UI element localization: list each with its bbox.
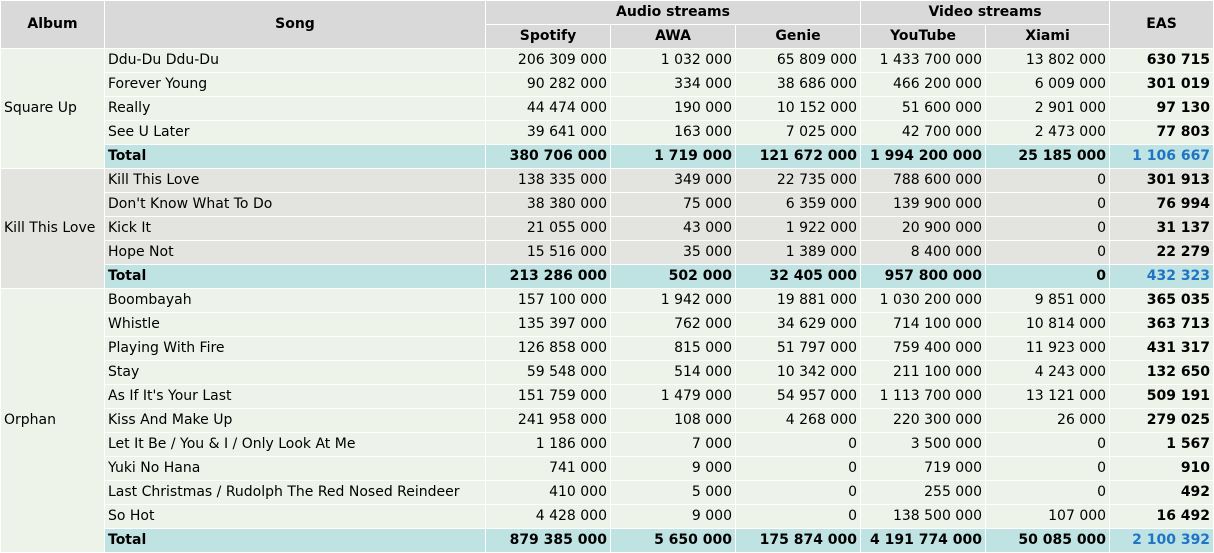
youtube-value: 466 200 000 (861, 73, 986, 97)
table-body (1, 49, 1214, 553)
spotify-value: 410 000 (486, 481, 611, 505)
eas-value: 279 025 (1110, 409, 1214, 433)
spotify-value: 126 858 000 (486, 337, 611, 361)
xiami-value: 107 000 (986, 505, 1110, 529)
spotify-value: 4 428 000 (486, 505, 611, 529)
total-genie-value: 175 874 000 (736, 529, 861, 553)
awa-value: 35 000 (611, 241, 736, 265)
spotify-value: 90 282 000 (486, 73, 611, 97)
table-row (1, 313, 1214, 337)
awa-value: 1 479 000 (611, 385, 736, 409)
table-row (1, 169, 1214, 193)
table-row (1, 481, 1214, 505)
song-title: Last Christmas / Rudolph The Red Nosed Reindeer (105, 481, 486, 505)
xiami-value: 6 009 000 (986, 73, 1110, 97)
xiami-value: 10 814 000 (986, 313, 1110, 337)
awa-value: 334 000 (611, 73, 736, 97)
table-row (1, 217, 1214, 241)
spotify-value: 241 958 000 (486, 409, 611, 433)
spotify-value: 135 397 000 (486, 313, 611, 337)
xiami-value: 9 851 000 (986, 289, 1110, 313)
youtube-value: 138 500 000 (861, 505, 986, 529)
total-spotify-value: 879 385 000 (486, 529, 611, 553)
spotify-value: 15 516 000 (486, 241, 611, 265)
total-eas-value: 1 106 667 (1110, 145, 1214, 169)
table-row (1, 241, 1214, 265)
xiami-value: 2 901 000 (986, 97, 1110, 121)
total-xiami-value: 0 (986, 265, 1110, 289)
awa-value: 108 000 (611, 409, 736, 433)
table-row (1, 73, 1214, 97)
eas-value: 1 567 (1110, 433, 1214, 457)
awa-value: 1 032 000 (611, 49, 736, 73)
spotify-value: 741 000 (486, 457, 611, 481)
spotify-value: 44 474 000 (486, 97, 611, 121)
xiami-value: 13 802 000 (986, 49, 1110, 73)
youtube-value: 139 900 000 (861, 193, 986, 217)
table-row (1, 385, 1214, 409)
awa-value: 815 000 (611, 337, 736, 361)
genie-value: 1 922 000 (736, 217, 861, 241)
header-song: Song (105, 1, 486, 49)
xiami-value: 26 000 (986, 409, 1110, 433)
genie-value: 54 957 000 (736, 385, 861, 409)
song-title: As If It's Your Last (105, 385, 486, 409)
header-video-streams: Video streams (861, 1, 1110, 25)
genie-value: 65 809 000 (736, 49, 861, 73)
eas-value: 301 913 (1110, 169, 1214, 193)
awa-value: 514 000 (611, 361, 736, 385)
total-xiami-value: 25 185 000 (986, 145, 1110, 169)
song-title: Yuki No Hana (105, 457, 486, 481)
table-row (1, 457, 1214, 481)
total-label: Total (105, 145, 486, 169)
table-row (1, 193, 1214, 217)
eas-value: 77 803 (1110, 121, 1214, 145)
awa-value: 75 000 (611, 193, 736, 217)
youtube-value: 1 433 700 000 (861, 49, 986, 73)
total-awa-value: 1 719 000 (611, 145, 736, 169)
total-youtube-value: 4 191 774 000 (861, 529, 986, 553)
xiami-value: 13 121 000 (986, 385, 1110, 409)
table-row (1, 289, 1214, 313)
genie-value: 34 629 000 (736, 313, 861, 337)
header-audio-streams: Audio streams (486, 1, 861, 25)
eas-value: 431 317 (1110, 337, 1214, 361)
xiami-value: 4 243 000 (986, 361, 1110, 385)
genie-value: 6 359 000 (736, 193, 861, 217)
genie-value: 19 881 000 (736, 289, 861, 313)
eas-value: 76 994 (1110, 193, 1214, 217)
youtube-value: 1 113 700 000 (861, 385, 986, 409)
awa-value: 349 000 (611, 169, 736, 193)
album-name: Square Up (1, 49, 105, 169)
total-genie-value: 32 405 000 (736, 265, 861, 289)
genie-value: 7 025 000 (736, 121, 861, 145)
xiami-value: 0 (986, 481, 1110, 505)
song-title: Hope Not (105, 241, 486, 265)
xiami-value: 0 (986, 241, 1110, 265)
eas-value: 31 137 (1110, 217, 1214, 241)
table-row (1, 433, 1214, 457)
genie-value: 0 (736, 481, 861, 505)
total-youtube-value: 1 994 200 000 (861, 145, 986, 169)
spotify-value: 206 309 000 (486, 49, 611, 73)
song-title: Forever Young (105, 73, 486, 97)
genie-value: 4 268 000 (736, 409, 861, 433)
total-label: Total (105, 529, 486, 553)
awa-value: 9 000 (611, 505, 736, 529)
album-name: Orphan (1, 289, 105, 553)
genie-value: 22 735 000 (736, 169, 861, 193)
youtube-value: 714 100 000 (861, 313, 986, 337)
total-awa-value: 502 000 (611, 265, 736, 289)
youtube-value: 211 100 000 (861, 361, 986, 385)
genie-value: 1 389 000 (736, 241, 861, 265)
eas-value: 97 130 (1110, 97, 1214, 121)
awa-value: 43 000 (611, 217, 736, 241)
song-title: Kiss And Make Up (105, 409, 486, 433)
total-xiami-value: 50 085 000 (986, 529, 1110, 553)
table-row (1, 409, 1214, 433)
genie-value: 51 797 000 (736, 337, 861, 361)
spotify-value: 38 380 000 (486, 193, 611, 217)
genie-value: 0 (736, 505, 861, 529)
youtube-value: 759 400 000 (861, 337, 986, 361)
header-awa: AWA (611, 25, 736, 49)
awa-value: 163 000 (611, 121, 736, 145)
total-eas-value: 432 323 (1110, 265, 1214, 289)
spotify-value: 1 186 000 (486, 433, 611, 457)
youtube-value: 788 600 000 (861, 169, 986, 193)
song-title: Playing With Fire (105, 337, 486, 361)
eas-value: 363 713 (1110, 313, 1214, 337)
total-eas-value: 2 100 392 (1110, 529, 1214, 553)
genie-value: 0 (736, 457, 861, 481)
eas-value: 910 (1110, 457, 1214, 481)
youtube-value: 8 400 000 (861, 241, 986, 265)
eas-value: 509 191 (1110, 385, 1214, 409)
total-spotify-value: 380 706 000 (486, 145, 611, 169)
eas-value: 301 019 (1110, 73, 1214, 97)
eas-value: 16 492 (1110, 505, 1214, 529)
song-title: Ddu-Du Ddu-Du (105, 49, 486, 73)
xiami-value: 0 (986, 433, 1110, 457)
table-row (1, 121, 1214, 145)
total-youtube-value: 957 800 000 (861, 265, 986, 289)
song-title: Kick It (105, 217, 486, 241)
total-row (1, 529, 1214, 553)
total-awa-value: 5 650 000 (611, 529, 736, 553)
header-xiami: Xiami (986, 25, 1110, 49)
table-row (1, 97, 1214, 121)
youtube-value: 719 000 (861, 457, 986, 481)
song-title: Boombayah (105, 289, 486, 313)
total-spotify-value: 213 286 000 (486, 265, 611, 289)
total-label: Total (105, 265, 486, 289)
song-title: Kill This Love (105, 169, 486, 193)
awa-value: 1 942 000 (611, 289, 736, 313)
spotify-value: 138 335 000 (486, 169, 611, 193)
song-title: Whistle (105, 313, 486, 337)
awa-value: 7 000 (611, 433, 736, 457)
genie-value: 10 342 000 (736, 361, 861, 385)
song-title: Let It Be / You & I / Only Look At Me (105, 433, 486, 457)
awa-value: 190 000 (611, 97, 736, 121)
song-title: So Hot (105, 505, 486, 529)
youtube-value: 51 600 000 (861, 97, 986, 121)
eas-value: 630 715 (1110, 49, 1214, 73)
eas-value: 365 035 (1110, 289, 1214, 313)
xiami-value: 0 (986, 193, 1110, 217)
header-youtube: YouTube (861, 25, 986, 49)
song-title: Don't Know What To Do (105, 193, 486, 217)
header-eas: EAS (1110, 1, 1214, 49)
album-name: Kill This Love (1, 169, 105, 289)
xiami-value: 11 923 000 (986, 337, 1110, 361)
genie-value: 10 152 000 (736, 97, 861, 121)
xiami-value: 2 473 000 (986, 121, 1110, 145)
xiami-value: 0 (986, 457, 1110, 481)
xiami-value: 0 (986, 217, 1110, 241)
song-title: Really (105, 97, 486, 121)
eas-value: 22 279 (1110, 241, 1214, 265)
eas-value: 132 650 (1110, 361, 1214, 385)
awa-value: 5 000 (611, 481, 736, 505)
youtube-value: 42 700 000 (861, 121, 986, 145)
header-album: Album (1, 1, 105, 49)
eas-value: 492 (1110, 481, 1214, 505)
header-genie: Genie (736, 25, 861, 49)
youtube-value: 1 030 200 000 (861, 289, 986, 313)
spotify-value: 39 641 000 (486, 121, 611, 145)
table-row (1, 49, 1214, 73)
total-row (1, 265, 1214, 289)
table-row (1, 337, 1214, 361)
table-row (1, 505, 1214, 529)
youtube-value: 220 300 000 (861, 409, 986, 433)
header-spotify: Spotify (486, 25, 611, 49)
song-title: Stay (105, 361, 486, 385)
awa-value: 762 000 (611, 313, 736, 337)
song-title: See U Later (105, 121, 486, 145)
table-header (1, 1, 1214, 49)
spotify-value: 21 055 000 (486, 217, 611, 241)
total-genie-value: 121 672 000 (736, 145, 861, 169)
genie-value: 0 (736, 433, 861, 457)
genie-value: 38 686 000 (736, 73, 861, 97)
youtube-value: 20 900 000 (861, 217, 986, 241)
xiami-value: 0 (986, 169, 1110, 193)
total-row (1, 145, 1214, 169)
spotify-value: 157 100 000 (486, 289, 611, 313)
table-row (1, 361, 1214, 385)
spotify-value: 151 759 000 (486, 385, 611, 409)
youtube-value: 255 000 (861, 481, 986, 505)
youtube-value: 3 500 000 (861, 433, 986, 457)
awa-value: 9 000 (611, 457, 736, 481)
spotify-value: 59 548 000 (486, 361, 611, 385)
